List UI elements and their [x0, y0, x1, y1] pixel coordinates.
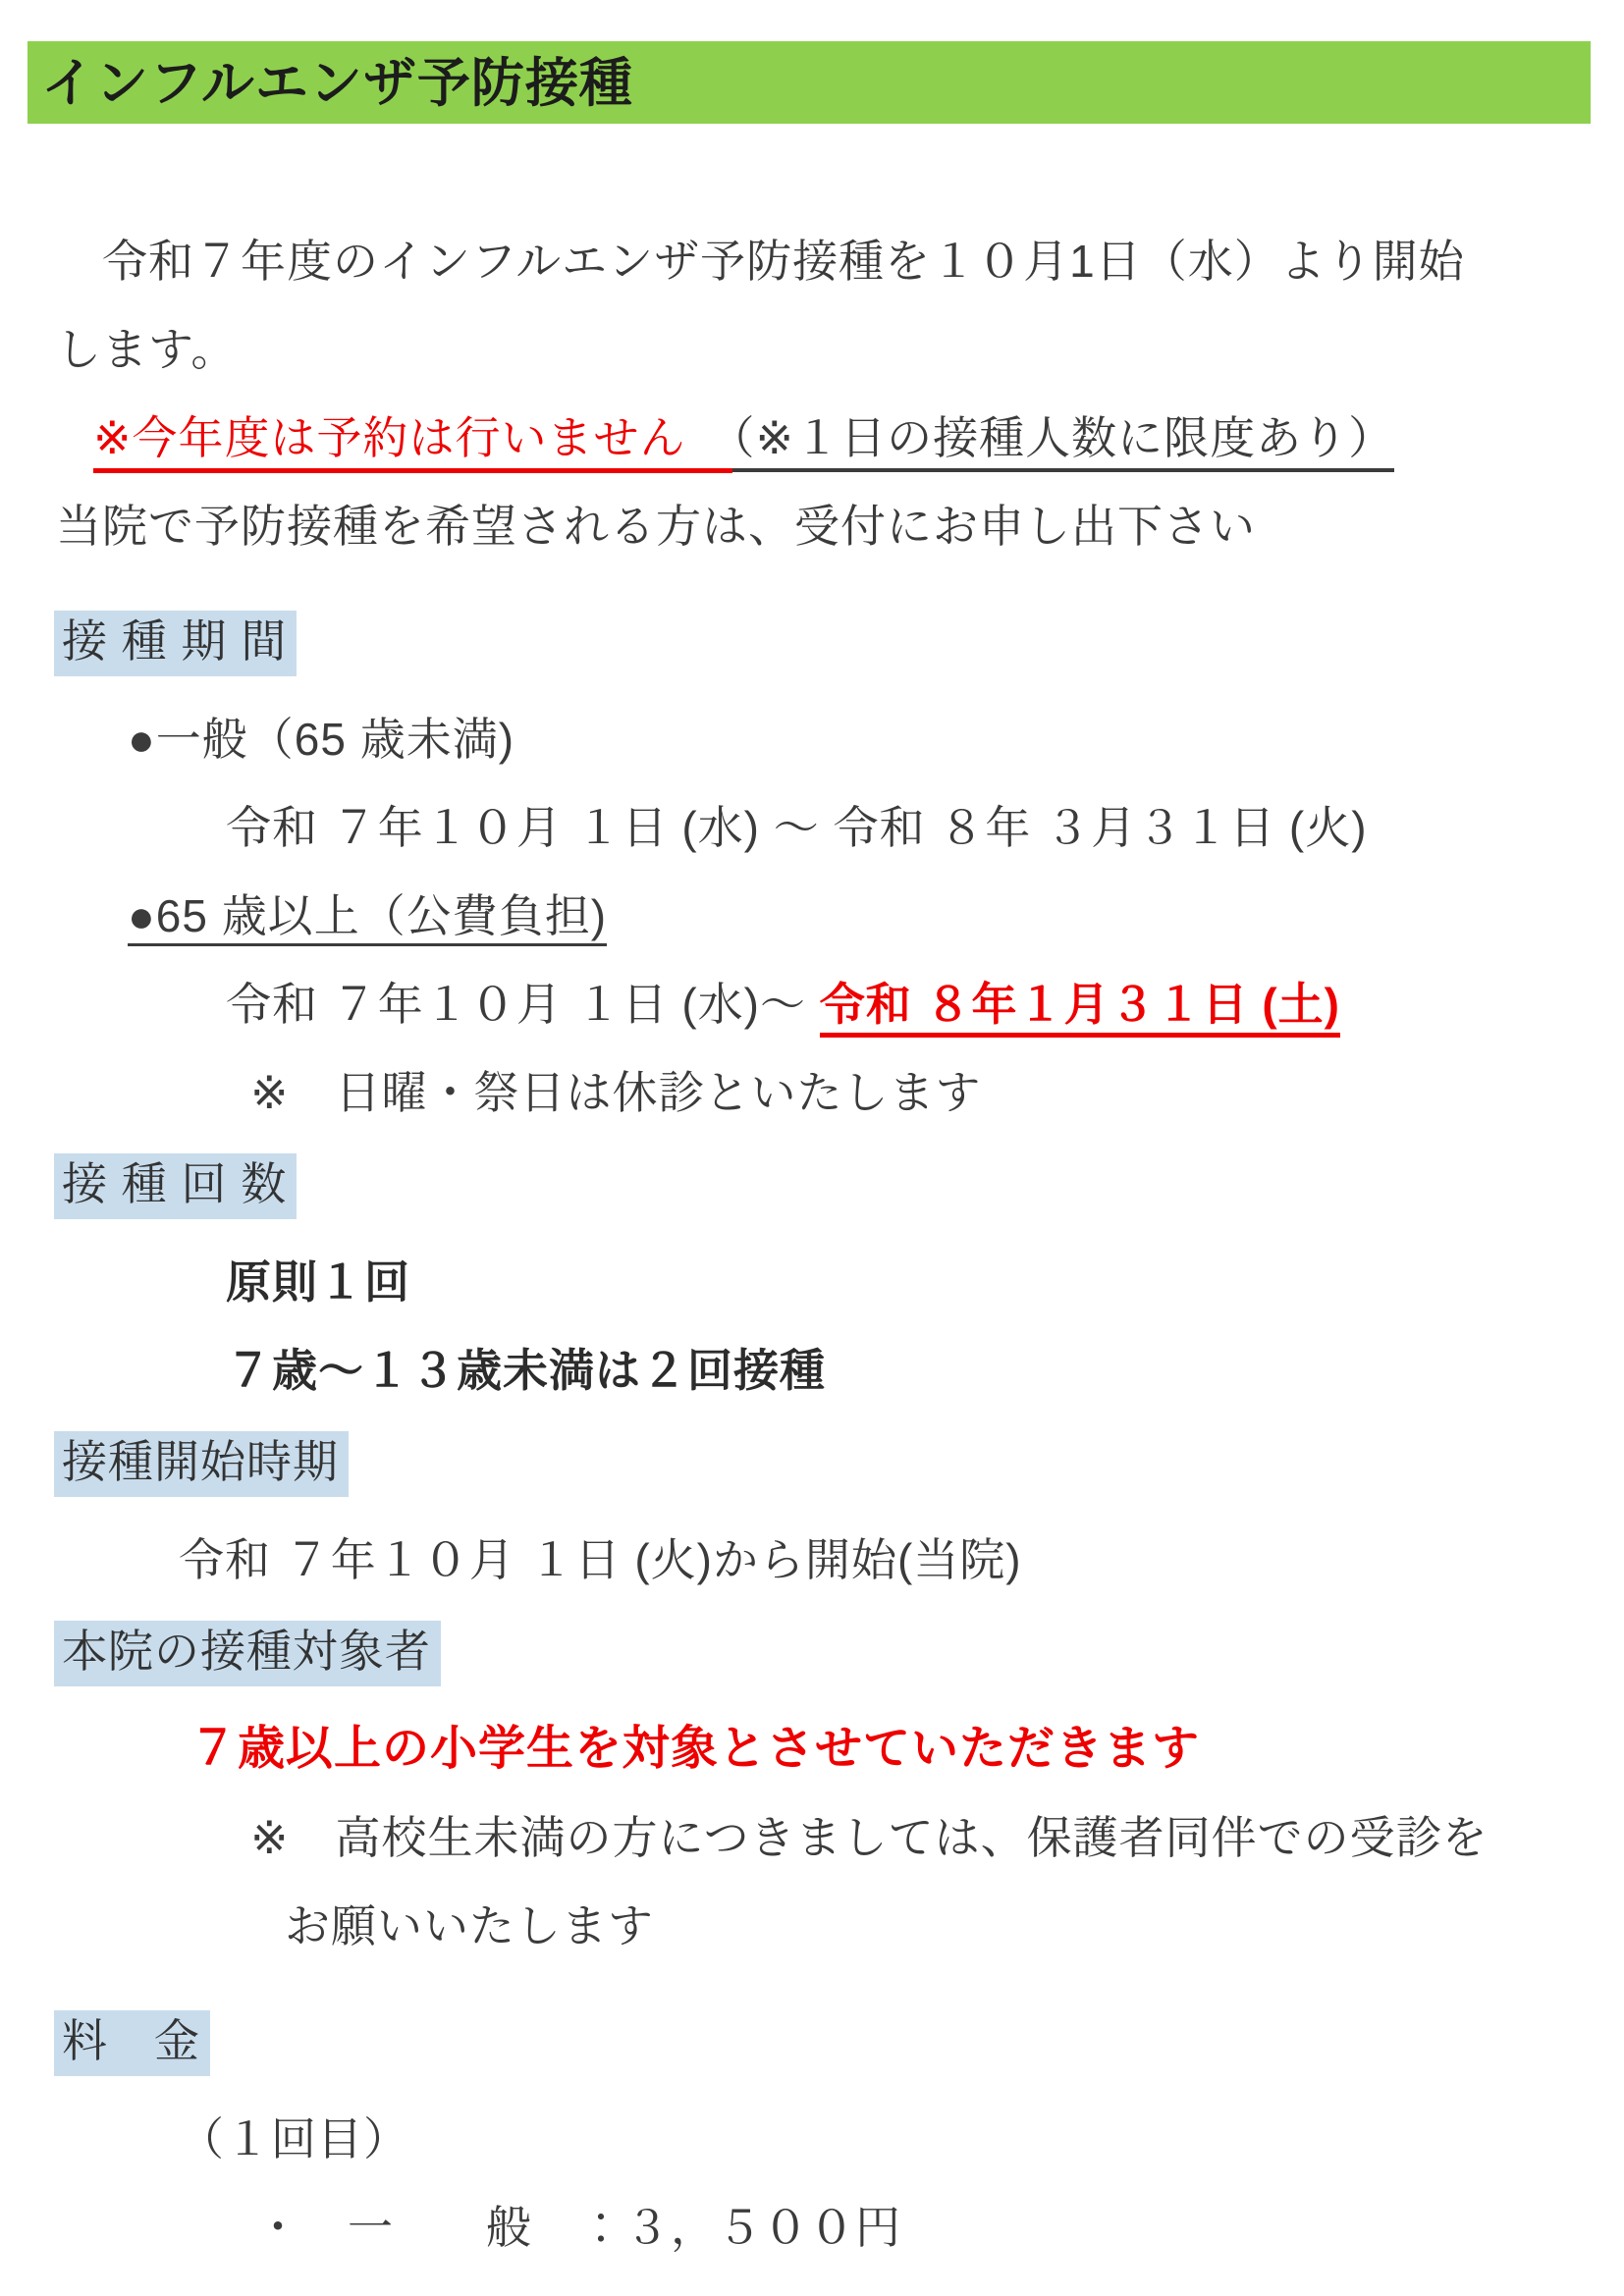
count-rule-1: 原則１回: [226, 1256, 410, 1308]
section-start: [54, 1431, 1624, 1497]
section-count: [54, 1153, 1624, 1219]
start-date: 令和 ７年１０月 １日 (火)から開始(当院): [179, 1534, 1022, 1585]
daily-limit-note: （※１日の接種人数に限度あり）: [732, 412, 1395, 472]
reception-instruction: 当院で予防接種を希望される方は、受付にお申し出下さい: [56, 501, 1256, 552]
closed-days-note: ※ 日曜・祭日は休診といたします: [250, 1067, 982, 1118]
intro-line-1: 令和７年度のインフルエンザ予防接種を１０月1日（水）より開始: [56, 236, 1465, 287]
general-period-range: 令和 ７年１０月 １日 (水) ～ 令和 ８年 ３月３１日 (火): [226, 802, 1368, 853]
senior-period-range: [226, 977, 1585, 1032]
target-statement: ７歳以上の小学生を対象とさせていただきます: [189, 1723, 1201, 1775]
senior-period-start: 令和 ７年１０月 １日 (水)～: [226, 979, 820, 1030]
count-rule-2: ７歳～１３歳未満は２回接種: [226, 1345, 826, 1396]
section-fee: [54, 2010, 1624, 2076]
guardian-note-line-1: ※ 高校生未満の方につきましては、保護者同伴での受診を: [250, 1812, 1489, 1863]
no-reservation-note: ※今年度は予約は行いません: [93, 412, 732, 473]
section-period: [54, 611, 1624, 676]
title-bar: [27, 41, 1591, 124]
document-body: [0, 124, 1624, 2255]
section-heading-fee: 料 金: [54, 2010, 210, 2076]
section-heading-start: 接種開始時期: [54, 1431, 349, 1497]
section-heading-target: 本院の接種対象者: [54, 1621, 441, 1686]
section-heading-count: 接 種 回 数: [54, 1153, 297, 1219]
fee-dose-label: （１回目）: [179, 2113, 409, 2164]
senior-period-end: 令和 ８年１月３１日 (土): [820, 979, 1340, 1038]
reservation-note-line: [93, 410, 1585, 465]
section-heading-period: 接 種 期 間: [54, 611, 297, 676]
section-target: [54, 1621, 1624, 1686]
intro-line-2: します。: [56, 324, 238, 375]
fee-general: ・ 一 般 ：３，５００円: [255, 2202, 901, 2253]
senior-age-label-line: [128, 888, 1585, 943]
senior-age-label: ●65 歳以上（公費負担): [128, 890, 607, 946]
general-age-label: ●一般（65 歳未満): [128, 714, 515, 765]
guardian-note-line-2: お願いいたします: [285, 1900, 654, 1951]
page-title: インフルエンザ予防接種: [41, 54, 633, 113]
